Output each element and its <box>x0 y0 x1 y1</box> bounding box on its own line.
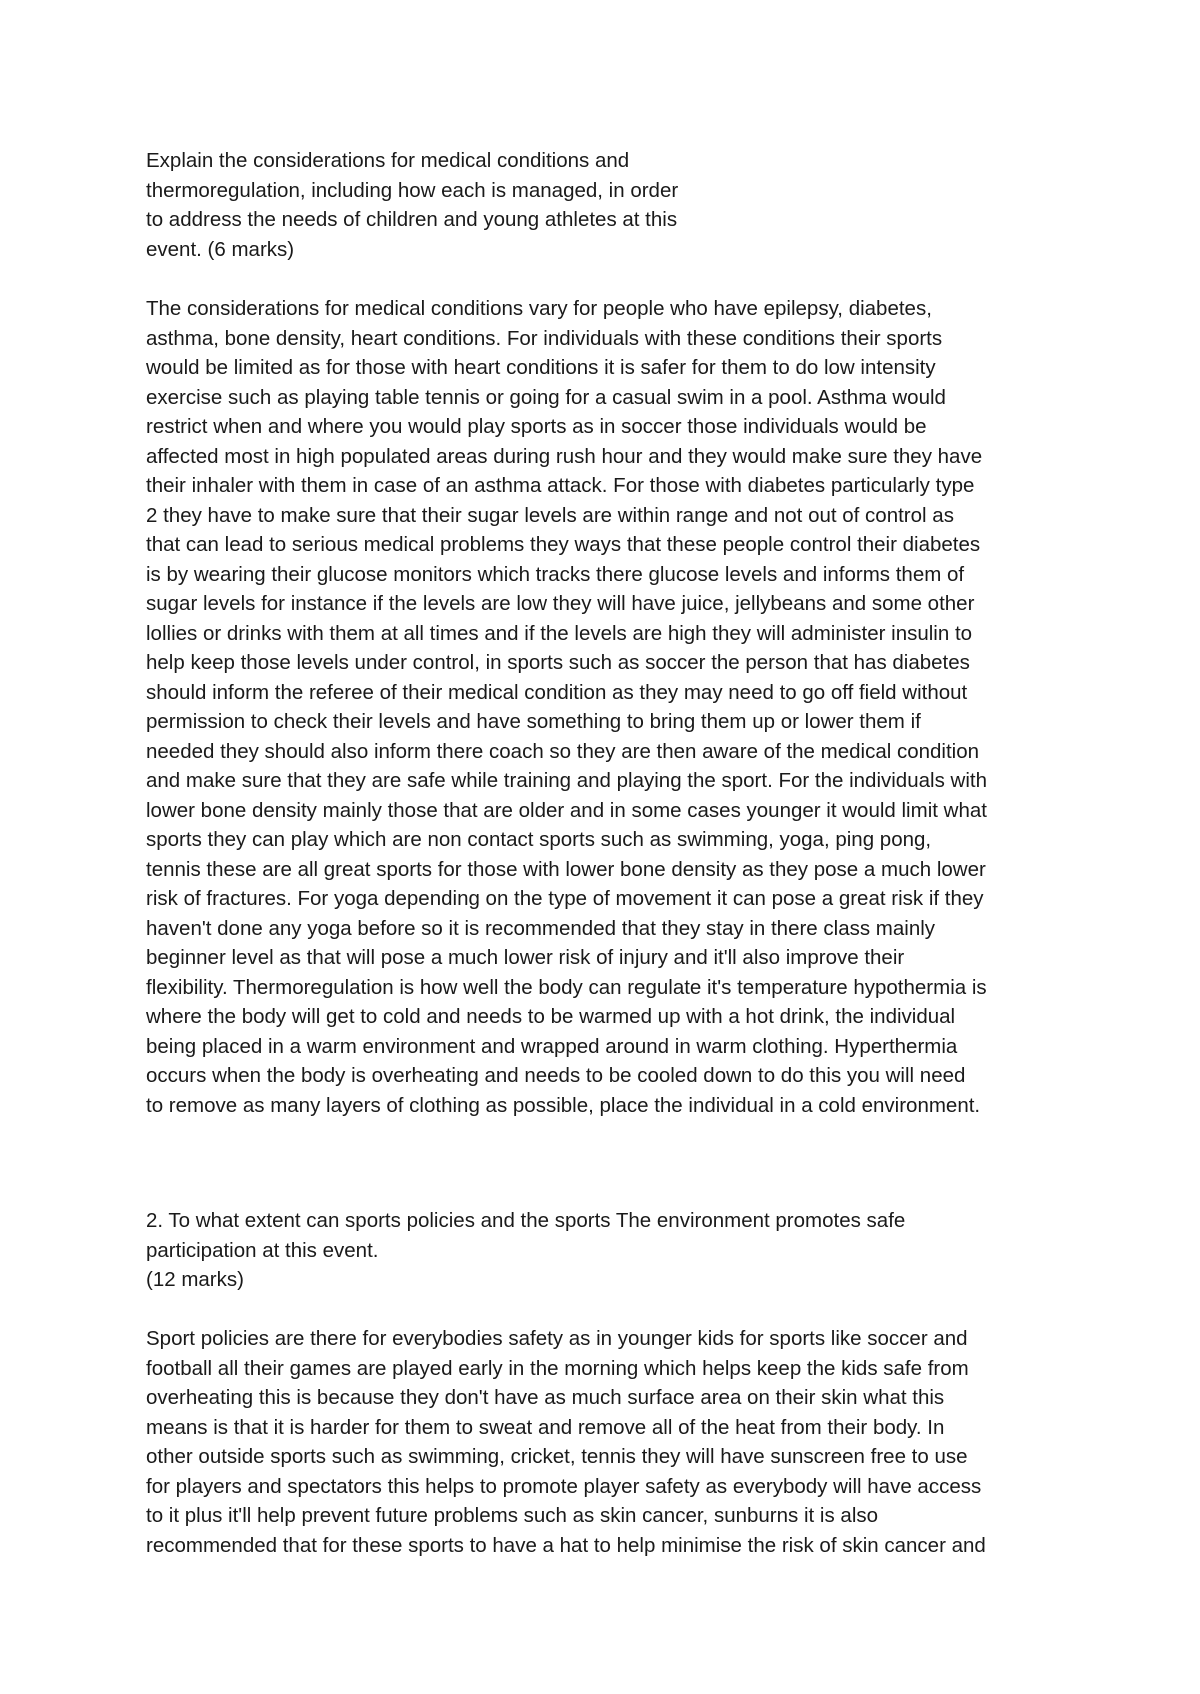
answer-1-line: and make sure that they are safe while training and playing the sport. For the individuals with <box>146 769 987 792</box>
question-2-line: (12 marks) <box>146 1268 244 1291</box>
question-1-line: thermoregulation, including how each is managed, in order <box>146 178 679 202</box>
answer-1-line: to remove as many layers of clothing as possible, place the individual in a cold environment. <box>146 1093 981 1117</box>
answer-1-line: tennis these are all great sports for those with lower bone density as they pose a much lower <box>146 857 986 881</box>
answer-1-line: haven't done any yoga before so it is recommended that they stay in there class mainly <box>146 916 936 940</box>
answer-2-line: Sport policies are there for everybodies safety as in younger kids for sports like soccer and <box>146 1327 968 1350</box>
question-2 <box>146 1206 905 1295</box>
answer-2-line: football all their games are played early in the morning which helps keep the kids safe from <box>146 1356 969 1380</box>
answer-1-line: The considerations for medical conditions vary for people who have epilepsy, diabetes, <box>146 297 932 320</box>
answer-2-line: means is that it is harder for them to sweat and remove all of the heat from their body. In <box>146 1415 945 1439</box>
answer-1-line: affected most in high populated areas during rush hour and they would make sure they have <box>146 444 983 468</box>
question-2-line: participation at this event. <box>146 1238 379 1262</box>
question-1 <box>146 146 678 264</box>
answer-2-line: other outside sports such as swimming, cricket, tennis they will have sunscreen free to use <box>146 1445 968 1468</box>
answer-1-line: 2 they have to make sure that their sugar levels are within range and not out of control as <box>146 503 954 527</box>
answer-2-line: recommended that for these sports to have a hat to help minimise the risk of skin cancer and <box>146 1533 986 1557</box>
answer-1-line: that can lead to serious medical problems they ways that these people control their diabetes <box>146 533 981 556</box>
answer-1-line: lollies or drinks with them at all times and if the levels are high they will administer insulin to <box>146 621 973 645</box>
question-2-line: 2. To what extent can sports policies and the sports The environment promotes safe <box>146 1209 906 1232</box>
question-1-line: to address the needs of children and young athletes at this <box>146 208 678 231</box>
answer-1-line: their inhaler with them in case of an asthma attack. For those with diabetes particularly type <box>146 474 975 497</box>
answer-1-line: flexibility. Thermoregulation is how well the body can regulate it's temperature hypothermia is <box>146 975 987 999</box>
answer-1 <box>146 294 987 1120</box>
answer-1-line: needed they should also inform there coach so they are then aware of the medical condition <box>146 739 980 763</box>
answer-1-line: asthma, bone density, heart conditions. For individuals with these conditions their sports <box>146 326 943 350</box>
answer-1-line: beginner level as that will pose a much lower risk of injury and it'll also improve their <box>146 946 905 969</box>
answer-1-line: lower bone density mainly those that are older and in some cases younger it would limit what <box>146 798 987 822</box>
answer-2-line: for players and spectators this helps to promote player safety as everybody will have access <box>146 1474 982 1498</box>
answer-1-line: sugar levels for instance if the levels are low they will have juice, jellybeans and some other <box>146 592 975 615</box>
answer-1-line: would be limited as for those with heart conditions it is safer for them to do low intensity <box>146 356 936 379</box>
answer-1-line: is by wearing their glucose monitors which tracks there glucose levels and informs them of <box>146 562 965 586</box>
answer-1-line: where the body will get to cold and needs to be warmed up with a hot drink, the individual <box>146 1005 956 1028</box>
question-1-line: event. (6 marks) <box>146 237 295 261</box>
answer-1-line: restrict when and where you would play sports as in soccer those individuals would be <box>146 415 927 438</box>
answer-1-line: being placed in a warm environment and wrapped around in warm clothing. Hyperthermia <box>146 1034 958 1058</box>
question-1-line: Explain the considerations for medical conditions and <box>146 149 630 172</box>
answer-2-line: to it plus it'll help prevent future problems such as skin cancer, sunburns it is also <box>146 1504 879 1527</box>
answer-2-line: overheating this is because they don't have as much surface area on their skin what this <box>146 1386 945 1409</box>
answer-1-line: occurs when the body is overheating and needs to be cooled down to do this you will need <box>146 1064 966 1087</box>
answer-1-line: permission to check their levels and have something to bring them up or lower them if <box>146 710 921 733</box>
answer-1-line: sports they can play which are non contact sports such as swimming, yoga, ping pong, <box>146 828 932 851</box>
answer-1-line: risk of fractures. For yoga depending on the type of movement it can pose a great risk if they <box>146 887 984 910</box>
answer-1-line: help keep those levels under control, in sports such as soccer the person that has diabetes <box>146 651 970 674</box>
answer-1-line: exercise such as playing table tennis or going for a casual swim in a pool. Asthma would <box>146 385 946 409</box>
answer-2 <box>146 1324 986 1560</box>
answer-1-line: should inform the referee of their medical condition as they may need to go off field without <box>146 680 968 704</box>
